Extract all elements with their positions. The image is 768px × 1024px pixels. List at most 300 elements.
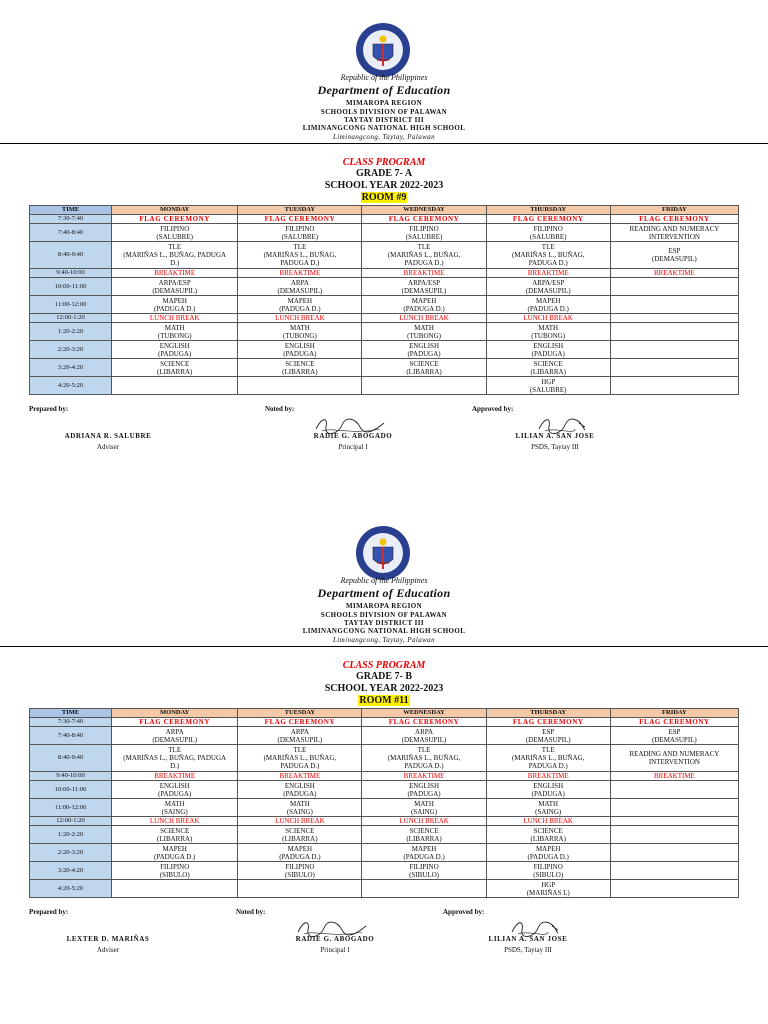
- cell-text: TLE (MARIÑAS L., BUÑAG, PADUGA D.): [511, 746, 585, 770]
- schedule-cell: [238, 799, 362, 817]
- cell-text: BREAKTIME: [403, 772, 445, 780]
- cell-text: MAPEH (PADUGA D.): [279, 844, 321, 861]
- schedule-cell: [112, 278, 238, 296]
- schedule-cell: [362, 799, 486, 817]
- schedule-cell: [238, 880, 362, 898]
- schedule-cell: [486, 772, 610, 781]
- column-header-tuesday: TUESDAY: [238, 206, 362, 215]
- cell-text: FLAG CEREMONY: [139, 718, 210, 726]
- schedule-cell: [610, 862, 738, 880]
- table-row: [30, 377, 739, 395]
- cell-text: MATH (SAING): [161, 799, 188, 816]
- cell-text: BREAKTIME: [527, 269, 569, 277]
- schedule-cell: [610, 359, 738, 377]
- schedule-cell: [610, 296, 738, 314]
- cell-text: ARPA/ESP (DEMASUPIL): [525, 278, 571, 295]
- cell-text: FILIPINO (SIBULO): [159, 862, 190, 879]
- column-header-time: TIME: [30, 709, 112, 718]
- cell-text: TLE (MARIÑAS L., BUÑAG, PADUGA D.): [387, 243, 461, 267]
- cell-text: TLE (MARIÑAS L., BUÑAG, PADUGA D.): [263, 243, 337, 267]
- class-program-text: CLASS PROGRAM: [342, 660, 426, 671]
- schedule-cell: [362, 772, 486, 781]
- prepared-label-text: Prepared by:: [29, 405, 69, 413]
- table-row: [30, 296, 739, 314]
- cell-text: ESP (DEMASUPIL): [525, 727, 571, 744]
- header-district: TAYTAY DISTRICT III: [344, 116, 424, 124]
- schedule-cell: [486, 215, 610, 224]
- schedule-cell: [362, 862, 486, 880]
- table-row: [30, 745, 739, 772]
- room-label: ROOM #11: [359, 695, 409, 706]
- cell-text: FILIPINO (SIBULO): [409, 862, 440, 879]
- adviser-name: ADRIANA R. SALUBRE: [64, 432, 152, 440]
- table-row: [30, 278, 739, 296]
- schedule-cell: [610, 242, 738, 269]
- cell-text: SCIENCE (LIBARRA): [530, 359, 566, 376]
- cell-text: LUNCH BREAK: [523, 817, 573, 825]
- schedule-cell: [362, 781, 486, 799]
- time-slot: 1:20-2:20: [30, 323, 112, 341]
- schedule-cell: [238, 269, 362, 278]
- schedule-cell: [610, 718, 738, 727]
- schedule-cell: [610, 341, 738, 359]
- class-program-block-2: [0, 525, 768, 995]
- schedule-cell: [486, 224, 610, 242]
- schedule-cell: [238, 242, 362, 269]
- deped-seal-icon: [355, 22, 411, 78]
- cell-text: ENGLISH (PADUGA): [407, 341, 441, 358]
- time-slot: 10:00-11:00: [30, 781, 112, 799]
- header-division: SCHOOLS DIVISION OF PALAWAN: [320, 611, 448, 619]
- cell-text: MAPEH (PADUGA D.): [279, 296, 321, 313]
- schedule-table: [29, 708, 739, 898]
- cell-text: SCIENCE (LIBARRA): [406, 359, 442, 376]
- prepared-label-text: Prepared by:: [29, 908, 69, 916]
- cell-text: ESP (DEMASUPIL): [652, 727, 697, 744]
- class-program-text: CLASS PROGRAM: [342, 157, 426, 168]
- cell-text: LUNCH BREAK: [523, 314, 573, 322]
- school-year-text: SCHOOL YEAR 2022-2023: [324, 683, 444, 694]
- schedule-cell: [238, 377, 362, 395]
- table-row: [30, 359, 739, 377]
- time-slot: 7:30-7:40: [30, 215, 112, 224]
- cell-text: TLE (MARIÑAS L., BUÑAG, PADUGA D.): [123, 746, 227, 770]
- table-row: [30, 781, 739, 799]
- cell-text: LUNCH BREAK: [149, 314, 200, 322]
- cell-text: FLAG CEREMONY: [264, 215, 336, 223]
- schedule-cell: [486, 799, 610, 817]
- sig-noted-label: [236, 908, 265, 916]
- schedule-cell: [238, 314, 362, 323]
- psds-position: PSDS, Taytay III: [504, 946, 552, 954]
- table-row: [30, 224, 739, 242]
- column-header-thursday: THURSDAY: [486, 709, 610, 718]
- table-row: [30, 314, 739, 323]
- cell-text: MAPEH (PADUGA D.): [403, 296, 445, 313]
- cell-text: HGP (SALUBRE): [529, 377, 567, 394]
- noted-label-text: Noted by:: [236, 908, 266, 916]
- schedule-cell: [486, 359, 610, 377]
- schedule-cell: [486, 269, 610, 278]
- schedule-cell: [112, 224, 238, 242]
- cell-text: FILIPINO (SALUBRE): [281, 224, 319, 241]
- schedule-cell: [238, 278, 362, 296]
- schedule-cell: [610, 314, 738, 323]
- adviser-position: Adviser: [96, 443, 120, 451]
- schedule-cell: [486, 826, 610, 844]
- schedule-cell: [610, 269, 738, 278]
- cell-text: FLAG CEREMONY: [139, 215, 210, 223]
- schedule-cell: [486, 844, 610, 862]
- cell-text: ARPA (DEMASUPIL): [152, 727, 198, 744]
- schedule-cell: [362, 269, 486, 278]
- schedule-cell: [486, 817, 610, 826]
- schedule-cell: [362, 242, 486, 269]
- schedule-cell: [112, 781, 238, 799]
- table-row: [30, 323, 739, 341]
- schedule-cell: [112, 215, 238, 224]
- header-division: SCHOOLS DIVISION OF PALAWAN: [320, 108, 448, 116]
- cell-text: MATH (TUBONG): [407, 323, 441, 340]
- schedule-cell: [238, 817, 362, 826]
- schedule-cell: [112, 826, 238, 844]
- cell-text: FILIPINO (SALUBRE): [405, 224, 443, 241]
- cell-text: ARPA/ESP (DEMASUPIL): [401, 278, 447, 295]
- cell-text: ARPA (DEMASUPIL): [277, 278, 323, 295]
- approved-label-text: Approved by:: [472, 405, 514, 413]
- schedule-cell: [610, 817, 738, 826]
- cell-text: FILIPINO (SALUBRE): [529, 224, 567, 241]
- schedule-cell: [610, 377, 738, 395]
- schedule-cell: [610, 781, 738, 799]
- cell-text: MAPEH (PADUGA D.): [527, 296, 569, 313]
- schedule-cell: [112, 377, 238, 395]
- adviser-position: Adviser: [96, 946, 120, 954]
- schedule-cell: [486, 341, 610, 359]
- schedule-cell: [486, 880, 610, 898]
- schedule-cell: [112, 341, 238, 359]
- cell-text: BREAKTIME: [653, 269, 695, 277]
- schedule-cell: [112, 799, 238, 817]
- schedule-cell: [238, 296, 362, 314]
- table-row: [30, 880, 739, 898]
- schedule-cell: [112, 269, 238, 278]
- schedule-cell: [362, 844, 486, 862]
- cell-text: MATH (SAING): [286, 799, 313, 816]
- schedule-cell: [610, 826, 738, 844]
- principal-position: Principal I: [338, 443, 368, 451]
- time-slot: 3:20-4:20: [30, 359, 112, 377]
- schedule-cell: [486, 323, 610, 341]
- header-school: LIMINANGCONG NATIONAL HIGH SCHOOL: [302, 124, 466, 132]
- time-slot: 2:20-3:20: [30, 341, 112, 359]
- sig-prepared-label: [29, 908, 68, 916]
- time-slot: 3:20-4:20: [30, 862, 112, 880]
- schedule-cell: [112, 862, 238, 880]
- schedule-cell: [112, 718, 238, 727]
- schedule-cell: [362, 826, 486, 844]
- schedule-cell: [238, 781, 362, 799]
- schedule-cell: [362, 377, 486, 395]
- schedule-cell: [362, 314, 486, 323]
- cell-text: ESP (DEMASUPIL): [652, 247, 697, 263]
- column-header-friday: FRIDAY: [610, 709, 738, 718]
- time-slot: 7:30-7:40: [30, 718, 112, 727]
- schedule-cell: [238, 745, 362, 772]
- table-row: [30, 772, 739, 781]
- schedule-cell: [362, 215, 486, 224]
- sig-prepared-label: [29, 405, 68, 413]
- cell-text: SCIENCE (LIBARRA): [282, 826, 318, 843]
- schedule-cell: [362, 323, 486, 341]
- cell-text: FILIPINO (SIBULO): [284, 862, 315, 879]
- schedule-cell: [486, 745, 610, 772]
- noted-label-text: Noted by:: [265, 405, 295, 413]
- header-school: LIMINANGCONG NATIONAL HIGH SCHOOL: [302, 627, 466, 635]
- grade-text: GRADE 7- A: [355, 168, 413, 179]
- time-slot: 8:40-9:40: [30, 242, 112, 269]
- cell-text: LUNCH BREAK: [399, 314, 449, 322]
- schedule-cell: [238, 359, 362, 377]
- schedule-cell: [486, 377, 610, 395]
- time-slot: 9:40-10:00: [30, 269, 112, 278]
- cell-text: FLAG CEREMONY: [264, 718, 336, 726]
- cell-text: BREAKTIME: [154, 269, 196, 277]
- schedule-cell: [610, 799, 738, 817]
- cell-text: FLAG CEREMONY: [512, 215, 584, 223]
- schedule-cell: [238, 862, 362, 880]
- cell-text: ENGLISH (PADUGA): [158, 781, 192, 798]
- schedule-cell: [112, 242, 238, 269]
- schedule-cell: [362, 880, 486, 898]
- schedule-cell: [112, 323, 238, 341]
- cell-text: ARPA (DEMASUPIL): [277, 727, 323, 744]
- schedule-cell: [362, 224, 486, 242]
- cell-text: ENGLISH (PADUGA): [283, 341, 317, 358]
- cell-text: FLAG CEREMONY: [639, 718, 710, 726]
- time-slot: 2:20-3:20: [30, 844, 112, 862]
- cell-text: MATH (TUBONG): [531, 323, 566, 340]
- column-header-thursday: THURSDAY: [486, 206, 610, 215]
- time-slot: 7:40-8:40: [30, 727, 112, 745]
- schedule-cell: [610, 727, 738, 745]
- cell-text: SCIENCE (LIBARRA): [157, 826, 193, 843]
- header-republic: Republic of the Philippines: [340, 73, 428, 82]
- principal-position: Principal I: [320, 946, 350, 954]
- schedule-cell: [610, 215, 738, 224]
- psds-name: LILIAN A. SAN JOSE: [515, 432, 595, 440]
- cell-text: MAPEH (PADUGA D.): [403, 844, 445, 861]
- cell-text: READING AND NUMERACY INTERVENTION: [629, 224, 720, 241]
- column-header-wednesday: WEDNESDAY: [362, 206, 486, 215]
- table-row: [30, 341, 739, 359]
- cell-text: TLE (MARIÑAS L., BUÑAG, PADUGA D.): [511, 243, 585, 267]
- cell-text: ENGLISH (PADUGA): [531, 781, 565, 798]
- header-region: MIMAROPA REGION: [345, 602, 423, 610]
- title-room: [0, 690, 768, 708]
- table-row: [30, 242, 739, 269]
- time-slot: 11:00-12:00: [30, 296, 112, 314]
- table-row: [30, 862, 739, 880]
- schedule-cell: [112, 314, 238, 323]
- cell-text: ARPA (DEMASUPIL): [401, 727, 447, 744]
- sig-noted-label: [265, 405, 294, 413]
- schedule-cell: [362, 727, 486, 745]
- cell-text: FILIPINO (SALUBRE): [156, 224, 193, 241]
- schedule-cell: [362, 296, 486, 314]
- cell-text: ENGLISH (PADUGA): [407, 781, 441, 798]
- schedule-cell: [238, 727, 362, 745]
- schedule-cell: [238, 772, 362, 781]
- schedule-cell: [112, 359, 238, 377]
- schedule-cell: [362, 817, 486, 826]
- class-program-block-1: [0, 22, 768, 492]
- column-header-friday: FRIDAY: [610, 206, 738, 215]
- cell-text: MAPEH (PADUGA D.): [154, 296, 196, 313]
- schedule-cell: [610, 323, 738, 341]
- cell-text: HGP (MARIÑAS L): [526, 880, 570, 897]
- time-slot: 12:00-1:20: [30, 817, 112, 826]
- schedule-cell: [362, 359, 486, 377]
- schedule-cell: [362, 341, 486, 359]
- table-row: [30, 269, 739, 278]
- cell-text: TLE (MARIÑAS L., BUÑAG, PADUGA D.): [387, 746, 461, 770]
- header-republic: Republic of the Philippines: [340, 576, 428, 585]
- schedule-cell: [112, 296, 238, 314]
- cell-text: MATH (SAING): [535, 799, 562, 816]
- time-slot: 4:20-5:20: [30, 377, 112, 395]
- header-address: Liminangcong, Taytay, Palawan: [333, 636, 435, 644]
- header-department: Department of Education: [317, 586, 451, 600]
- school-year-text: SCHOOL YEAR 2022-2023: [324, 180, 444, 191]
- table-row: [30, 215, 739, 224]
- cell-text: LUNCH BREAK: [399, 817, 449, 825]
- schedule-cell: [486, 242, 610, 269]
- schedule-cell: [238, 215, 362, 224]
- schedule-cell: [610, 745, 738, 772]
- schedule-cell: [610, 844, 738, 862]
- table-row: [30, 718, 739, 727]
- cell-text: LUNCH BREAK: [149, 817, 200, 825]
- schedule-cell: [486, 781, 610, 799]
- cell-text: SCIENCE (LIBARRA): [282, 359, 318, 376]
- cell-text: MATH (SAING): [411, 799, 438, 816]
- table-row: [30, 727, 739, 745]
- column-header-wednesday: WEDNESDAY: [362, 709, 486, 718]
- schedule-table: [29, 205, 739, 395]
- schedule-cell: [238, 341, 362, 359]
- cell-text: ARPA/ESP (DEMASUPIL): [152, 278, 198, 295]
- cell-text: ENGLISH (PADUGA): [283, 781, 317, 798]
- schedule-cell: [486, 862, 610, 880]
- schedule-cell: [112, 727, 238, 745]
- time-slot: 10:00-11:00: [30, 278, 112, 296]
- schedule-cell: [112, 745, 238, 772]
- time-slot: 1:20-2:20: [30, 826, 112, 844]
- column-header-monday: MONDAY: [112, 709, 238, 718]
- cell-text: BREAKTIME: [653, 772, 695, 780]
- schedule-cell: [610, 278, 738, 296]
- schedule-cell: [362, 278, 486, 296]
- schedule-cell: [362, 718, 486, 727]
- cell-text: TLE (MARIÑAS L., BUÑAG, PADUGA D.): [123, 243, 227, 267]
- schedule-cell: [486, 314, 610, 323]
- psds-position: PSDS, Taytay III: [531, 443, 579, 451]
- schedule-cell: [112, 844, 238, 862]
- time-slot: 12:00-1:20: [30, 314, 112, 323]
- cell-text: FLAG CEREMONY: [512, 718, 584, 726]
- grade-text: GRADE 7- B: [355, 671, 413, 682]
- cell-text: SCIENCE (LIBARRA): [157, 359, 193, 376]
- table-row: [30, 826, 739, 844]
- schedule-cell: [238, 718, 362, 727]
- time-slot: 8:40-9:40: [30, 745, 112, 772]
- room-label: ROOM #9: [361, 192, 407, 203]
- cell-text: MATH (TUBONG): [282, 323, 317, 340]
- header-district: TAYTAY DISTRICT III: [344, 619, 424, 627]
- time-slot: 11:00-12:00: [30, 799, 112, 817]
- principal-name: RADIE G. ABOGADO: [295, 935, 375, 943]
- schedule-cell: [238, 224, 362, 242]
- cell-text: READING AND NUMERACY INTERVENTION: [629, 750, 720, 766]
- column-header-tuesday: TUESDAY: [238, 709, 362, 718]
- schedule-cell: [486, 727, 610, 745]
- title-room: [0, 187, 768, 205]
- deped-seal-icon: [355, 525, 411, 581]
- cell-text: TLE (MARIÑAS L., BUÑAG, PADUGA D.): [263, 746, 337, 770]
- sig-approved-label: [443, 908, 484, 916]
- header-divider: [0, 646, 768, 647]
- cell-text: SCIENCE (LIBARRA): [530, 826, 566, 843]
- cell-text: FLAG CEREMONY: [388, 718, 460, 726]
- schedule-cell: [112, 817, 238, 826]
- time-slot: 4:20-5:20: [30, 880, 112, 898]
- schedule-cell: [610, 224, 738, 242]
- cell-text: LUNCH BREAK: [275, 314, 325, 322]
- cell-text: FLAG CEREMONY: [388, 215, 460, 223]
- sig-approved-label: [472, 405, 513, 413]
- cell-text: BREAKTIME: [527, 772, 569, 780]
- schedule-cell: [610, 772, 738, 781]
- schedule-cell: [112, 880, 238, 898]
- cell-text: BREAKTIME: [279, 772, 321, 780]
- cell-text: MAPEH (PADUGA D.): [154, 844, 196, 861]
- cell-text: FILIPINO (SIBULO): [533, 862, 564, 879]
- header-address: Liminangcong, Taytay, Palawan: [333, 133, 435, 141]
- approved-label-text: Approved by:: [443, 908, 485, 916]
- schedule-cell: [486, 278, 610, 296]
- schedule-cell: [112, 772, 238, 781]
- psds-name: LILIAN A. SAN JOSE: [488, 935, 568, 943]
- table-row: [30, 844, 739, 862]
- cell-text: ENGLISH (PADUGA): [531, 341, 565, 358]
- schedule-cell: [238, 826, 362, 844]
- cell-text: FLAG CEREMONY: [639, 215, 710, 223]
- cell-text: MATH (TUBONG): [157, 323, 192, 340]
- cell-text: BREAKTIME: [403, 269, 445, 277]
- schedule-cell: [486, 718, 610, 727]
- schedule-cell: [238, 323, 362, 341]
- cell-text: MAPEH (PADUGA D.): [527, 844, 569, 861]
- column-header-time: TIME: [30, 206, 112, 215]
- column-header-monday: MONDAY: [112, 206, 238, 215]
- table-row: [30, 799, 739, 817]
- time-slot: 9:40-10:00: [30, 772, 112, 781]
- cell-text: ENGLISH (PADUGA): [158, 341, 192, 358]
- principal-name: RADIE G. ABOGADO: [313, 432, 393, 440]
- header-region: MIMAROPA REGION: [345, 99, 423, 107]
- adviser-name: LEXTER D. MARIÑAS: [66, 935, 150, 943]
